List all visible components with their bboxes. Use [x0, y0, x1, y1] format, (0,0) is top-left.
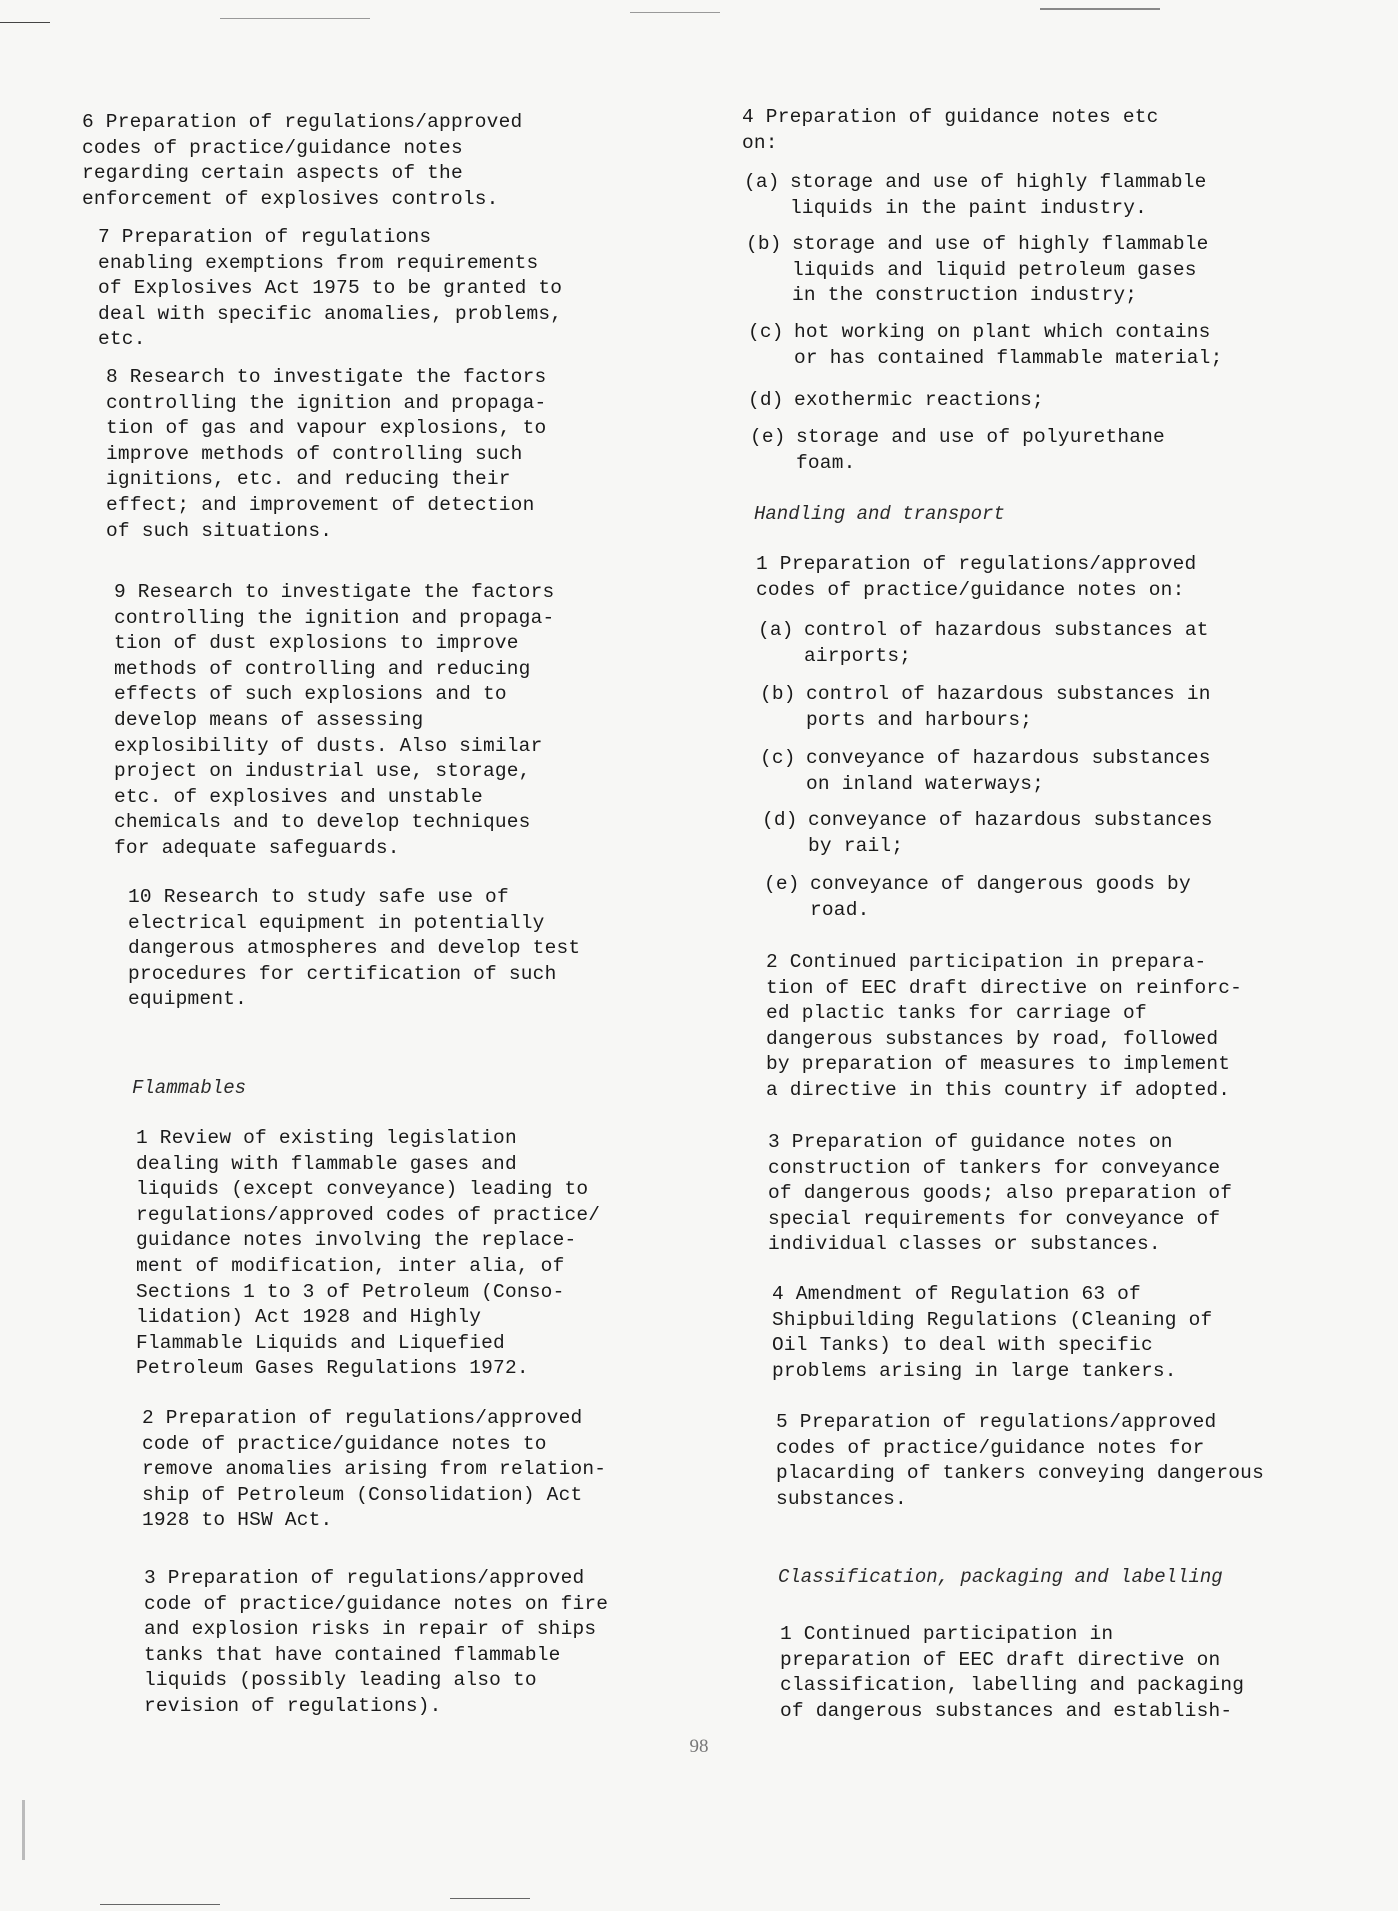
list-item-label: (e) — [764, 873, 800, 895]
scan-edge-mark — [1040, 8, 1160, 10]
list-item — [748, 388, 1264, 414]
paragraph-10: 10 Research to study safe use of electrical equipment in potentially dangerous atmospheres and develop test procedures for certification of such equipment. — [128, 886, 581, 1011]
list-item-text: storage and use of highly flammable liquids in the paint industry. — [790, 171, 1207, 219]
list-item — [744, 170, 1260, 221]
paragraph-6: 6 Preparation of regulations/approved codes of practice/guidance notes regarding certain aspects of the enforcement of explosives controls. — [82, 111, 523, 210]
scan-edge-mark — [220, 18, 370, 19]
list-item-label: (c) — [760, 747, 796, 769]
list-item — [750, 425, 1266, 476]
list-item-text: storage and use of highly flammable liquids and liquid petroleum gases in the construction industry; — [792, 233, 1209, 307]
scan-edge-mark — [22, 1800, 25, 1860]
list-item-label: (c) — [748, 321, 784, 343]
page-number: 98 — [689, 1736, 709, 1757]
paragraph-9: 9 Research to investigate the factors controlling the ignition and propaga- tion of dust explosions to improve methods of controlling and reducing effects of such explosions and to develop means of assessing explosibility of dusts. Also similar project on industrial use, storage, etc. of explosives and unstable chemicals and to develop techniques for adequate safeguards. — [114, 581, 555, 859]
list-item — [748, 320, 1264, 371]
list-item-label: (a) — [744, 171, 780, 193]
flammables-paragraph-2: 2 Preparation of regulations/approved code of practice/guidance notes to remove anomalies arising from relation- ship of Petroleum (Consolidation) Act 1928 to HSW Act. — [142, 1407, 607, 1532]
scan-edge-mark — [630, 12, 720, 13]
flammables-paragraph-3: 3 Preparation of regulations/approved code of practice/guidance notes on fire and explosion risks in repair of ships tanks that have contained flammable liquids (possibly leading also to revision of regulations). — [144, 1567, 609, 1717]
list-item-text: hot working on plant which contains or has contained flammable material; — [794, 321, 1223, 369]
list-item-label: (b) — [760, 683, 796, 705]
scan-edge-mark — [450, 1898, 530, 1899]
list-item — [758, 618, 1274, 669]
list-item-label: (d) — [748, 389, 784, 411]
list-item — [760, 682, 1276, 733]
section-heading-classification: Classification, packaging and labelling — [778, 1566, 1223, 1588]
list-item-text: storage and use of polyurethane foam. — [796, 426, 1165, 474]
scan-edge-mark — [0, 22, 50, 23]
list-item-text: exothermic reactions; — [794, 389, 1044, 411]
flammables-paragraph-1: 1 Review of existing legislation dealing with flammable gases and liquids (except conveyance) leading to regulations/approved codes of practice/ guidance notes involving the replace- ment of modification, inter alia, of Sections 1 to 3 of Petroleum (Conso- lidation) Act 1928 and Highly Flammable Liquids and Liquefied Petroleum Gases Regulations 1972. — [136, 1127, 601, 1380]
handling-paragraph-3: 3 Preparation of guidance notes on construction of tankers for conveyance of dangerous goods; also preparation of special requirements for conveyance of individual classes or substances. — [768, 1131, 1233, 1256]
section-heading-handling-transport: Handling and transport — [754, 503, 1005, 525]
paragraph-7: 7 Preparation of regulations enabling exemptions from requirements of Explosives Act 1975 to be granted to deal with specific anomalies, problems, etc. — [98, 226, 563, 351]
list-item — [764, 872, 1280, 923]
handling-paragraph-5: 5 Preparation of regulations/approved codes of practice/guidance notes for placarding of tankers conveying dangerous substances. — [776, 1411, 1264, 1510]
list-item — [746, 232, 1262, 309]
list-item-label: (a) — [758, 619, 794, 641]
list-item-text: conveyance of hazardous substances by rail; — [808, 809, 1213, 857]
section-heading-flammables: Flammables — [132, 1077, 247, 1099]
list-item-text: control of hazardous substances in ports and harbours; — [806, 683, 1211, 731]
classification-paragraph-1: 1 Continued participation in preparation of EEC draft directive on classification, labelling and packaging of dangerous substances and establish- — [780, 1623, 1245, 1722]
scan-edge-mark — [100, 1904, 220, 1905]
list-item-label: (d) — [762, 809, 798, 831]
list-item-text: control of hazardous substances at airports; — [804, 619, 1209, 667]
handling-paragraph-1-intro: 1 Preparation of regulations/approved codes of practice/guidance notes on: — [756, 553, 1197, 601]
list-item — [762, 808, 1278, 859]
list-item — [760, 746, 1276, 797]
list-item-text: conveyance of hazardous substances on inland waterways; — [806, 747, 1211, 795]
handling-paragraph-4: 4 Amendment of Regulation 63 of Shipbuilding Regulations (Cleaning of Oil Tanks) to deal with specific problems arising in large tankers. — [772, 1283, 1213, 1382]
handling-paragraph-2: 2 Continued participation in prepara- tion of EEC draft directive on reinforc- ed plactic tanks for carriage of dangerous substances by road, followed by preparation of measures to implement a directive in this country if adopted. — [766, 951, 1243, 1101]
list-item-text: conveyance of dangerous goods by road. — [810, 873, 1191, 921]
paragraph-8: 8 Research to investigate the factors controlling the ignition and propaga- tion of gas and vapour explosions, to improve methods of controlling such ignitions, etc. and reducing their effect; and improvement of detection of such situations. — [106, 366, 547, 542]
list-item-label: (b) — [746, 233, 782, 255]
paragraph-4-intro: 4 Preparation of guidance notes etc on: — [742, 106, 1159, 154]
list-item-label: (e) — [750, 426, 786, 448]
